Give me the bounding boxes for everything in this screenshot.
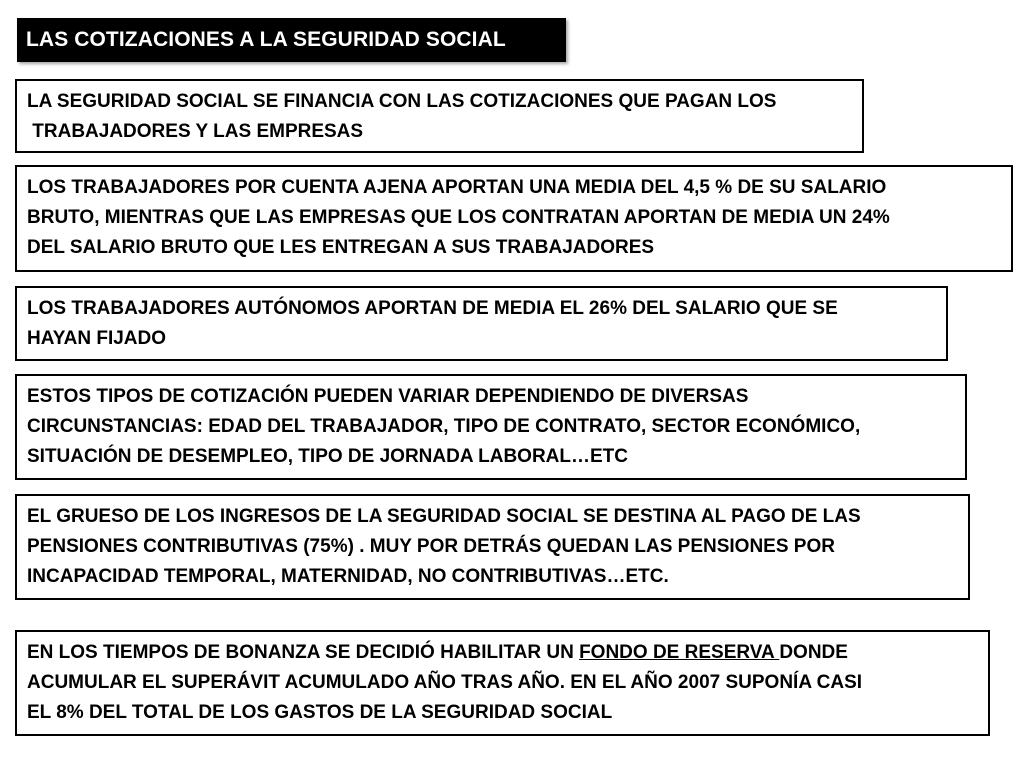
text-line: DEL SALARIO BRUTO QUE LES ENTREGAN A SUS TRABAJADORES [27, 237, 655, 258]
text-line: SITUACIÓN DE DESEMPLEO, TIPO DE JORNADA LABORAL…ETC [27, 446, 628, 467]
text-line: ESTOS TIPOS DE COTIZACIÓN PUEDEN VARIAR DEPENDIENDO DE DIVERSAS [27, 386, 749, 407]
text-box-contribution-types [15, 374, 967, 480]
text-box-self-employed-text [27, 294, 936, 354]
text-line: LOS TRABAJADORES POR CUENTA AJENA APORTAN UNA MEDIA DEL 4,5 % DE SU SALARIO [27, 177, 887, 198]
text-line: INCAPACIDAD TEMPORAL, MATERNIDAD, NO CONTRIBUTIVAS…ETC. [27, 566, 669, 587]
text-box-financing-text [27, 87, 852, 147]
text-box-contribution-types-text [27, 382, 955, 472]
text-segment: DONDE [779, 642, 848, 663]
text-line [27, 638, 978, 668]
text-box-employee-contributions [15, 165, 1013, 272]
text-line: ACUMULAR EL SUPERÁVIT ACUMULADO AÑO TRAS AÑO. EN EL AÑO 2007 SUPONÍA CASI [27, 672, 863, 693]
text-line: LOS TRABAJADORES AUTÓNOMOS APORTAN DE MEDIA EL 26% DEL SALARIO QUE SE [27, 298, 838, 319]
text-box-self-employed [15, 286, 948, 361]
text-line: PENSIONES CONTRIBUTIVAS (75%) . MUY POR DETRÁS QUEDAN LAS PENSIONES POR [27, 536, 835, 557]
reserve-fund-underlined-text: FONDO DE RESERVA [579, 642, 780, 663]
slide-title-banner [17, 18, 566, 62]
text-line: EL 8% DEL TOTAL DE LOS GASTOS DE LA SEGURIDAD SOCIAL [27, 702, 613, 723]
text-box-pensions-text [27, 502, 958, 592]
text-segment: EN LOS TIEMPOS DE BONANZA SE DECIDIÓ HABILITAR UN [27, 642, 580, 663]
text-line: HAYAN FIJADO [27, 328, 167, 349]
text-box-pensions [15, 494, 970, 600]
text-box-employee-contributions-text [27, 173, 1001, 263]
text-line: BRUTO, MIENTRAS QUE LAS EMPRESAS QUE LOS CONTRATAN APORTAN DE MEDIA UN 24% [27, 207, 890, 228]
text-line: CIRCUNSTANCIAS: EDAD DEL TRABAJADOR, TIPO DE CONTRATO, SECTOR ECONÓMICO, [27, 416, 861, 437]
text-line: LA SEGURIDAD SOCIAL SE FINANCIA CON LAS COTIZACIONES QUE PAGAN LOS [27, 91, 777, 112]
text-box-reserve-fund-text [27, 638, 978, 728]
text-line: TRABAJADORES Y LAS EMPRESAS [27, 121, 364, 142]
text-line: EL GRUESO DE LOS INGRESOS DE LA SEGURIDAD SOCIAL SE DESTINA AL PAGO DE LAS [27, 506, 861, 527]
text-box-reserve-fund [15, 630, 990, 736]
text-box-financing [15, 79, 864, 153]
slide-title: LAS COTIZACIONES A LA SEGURIDAD SOCIAL [26, 28, 506, 51]
